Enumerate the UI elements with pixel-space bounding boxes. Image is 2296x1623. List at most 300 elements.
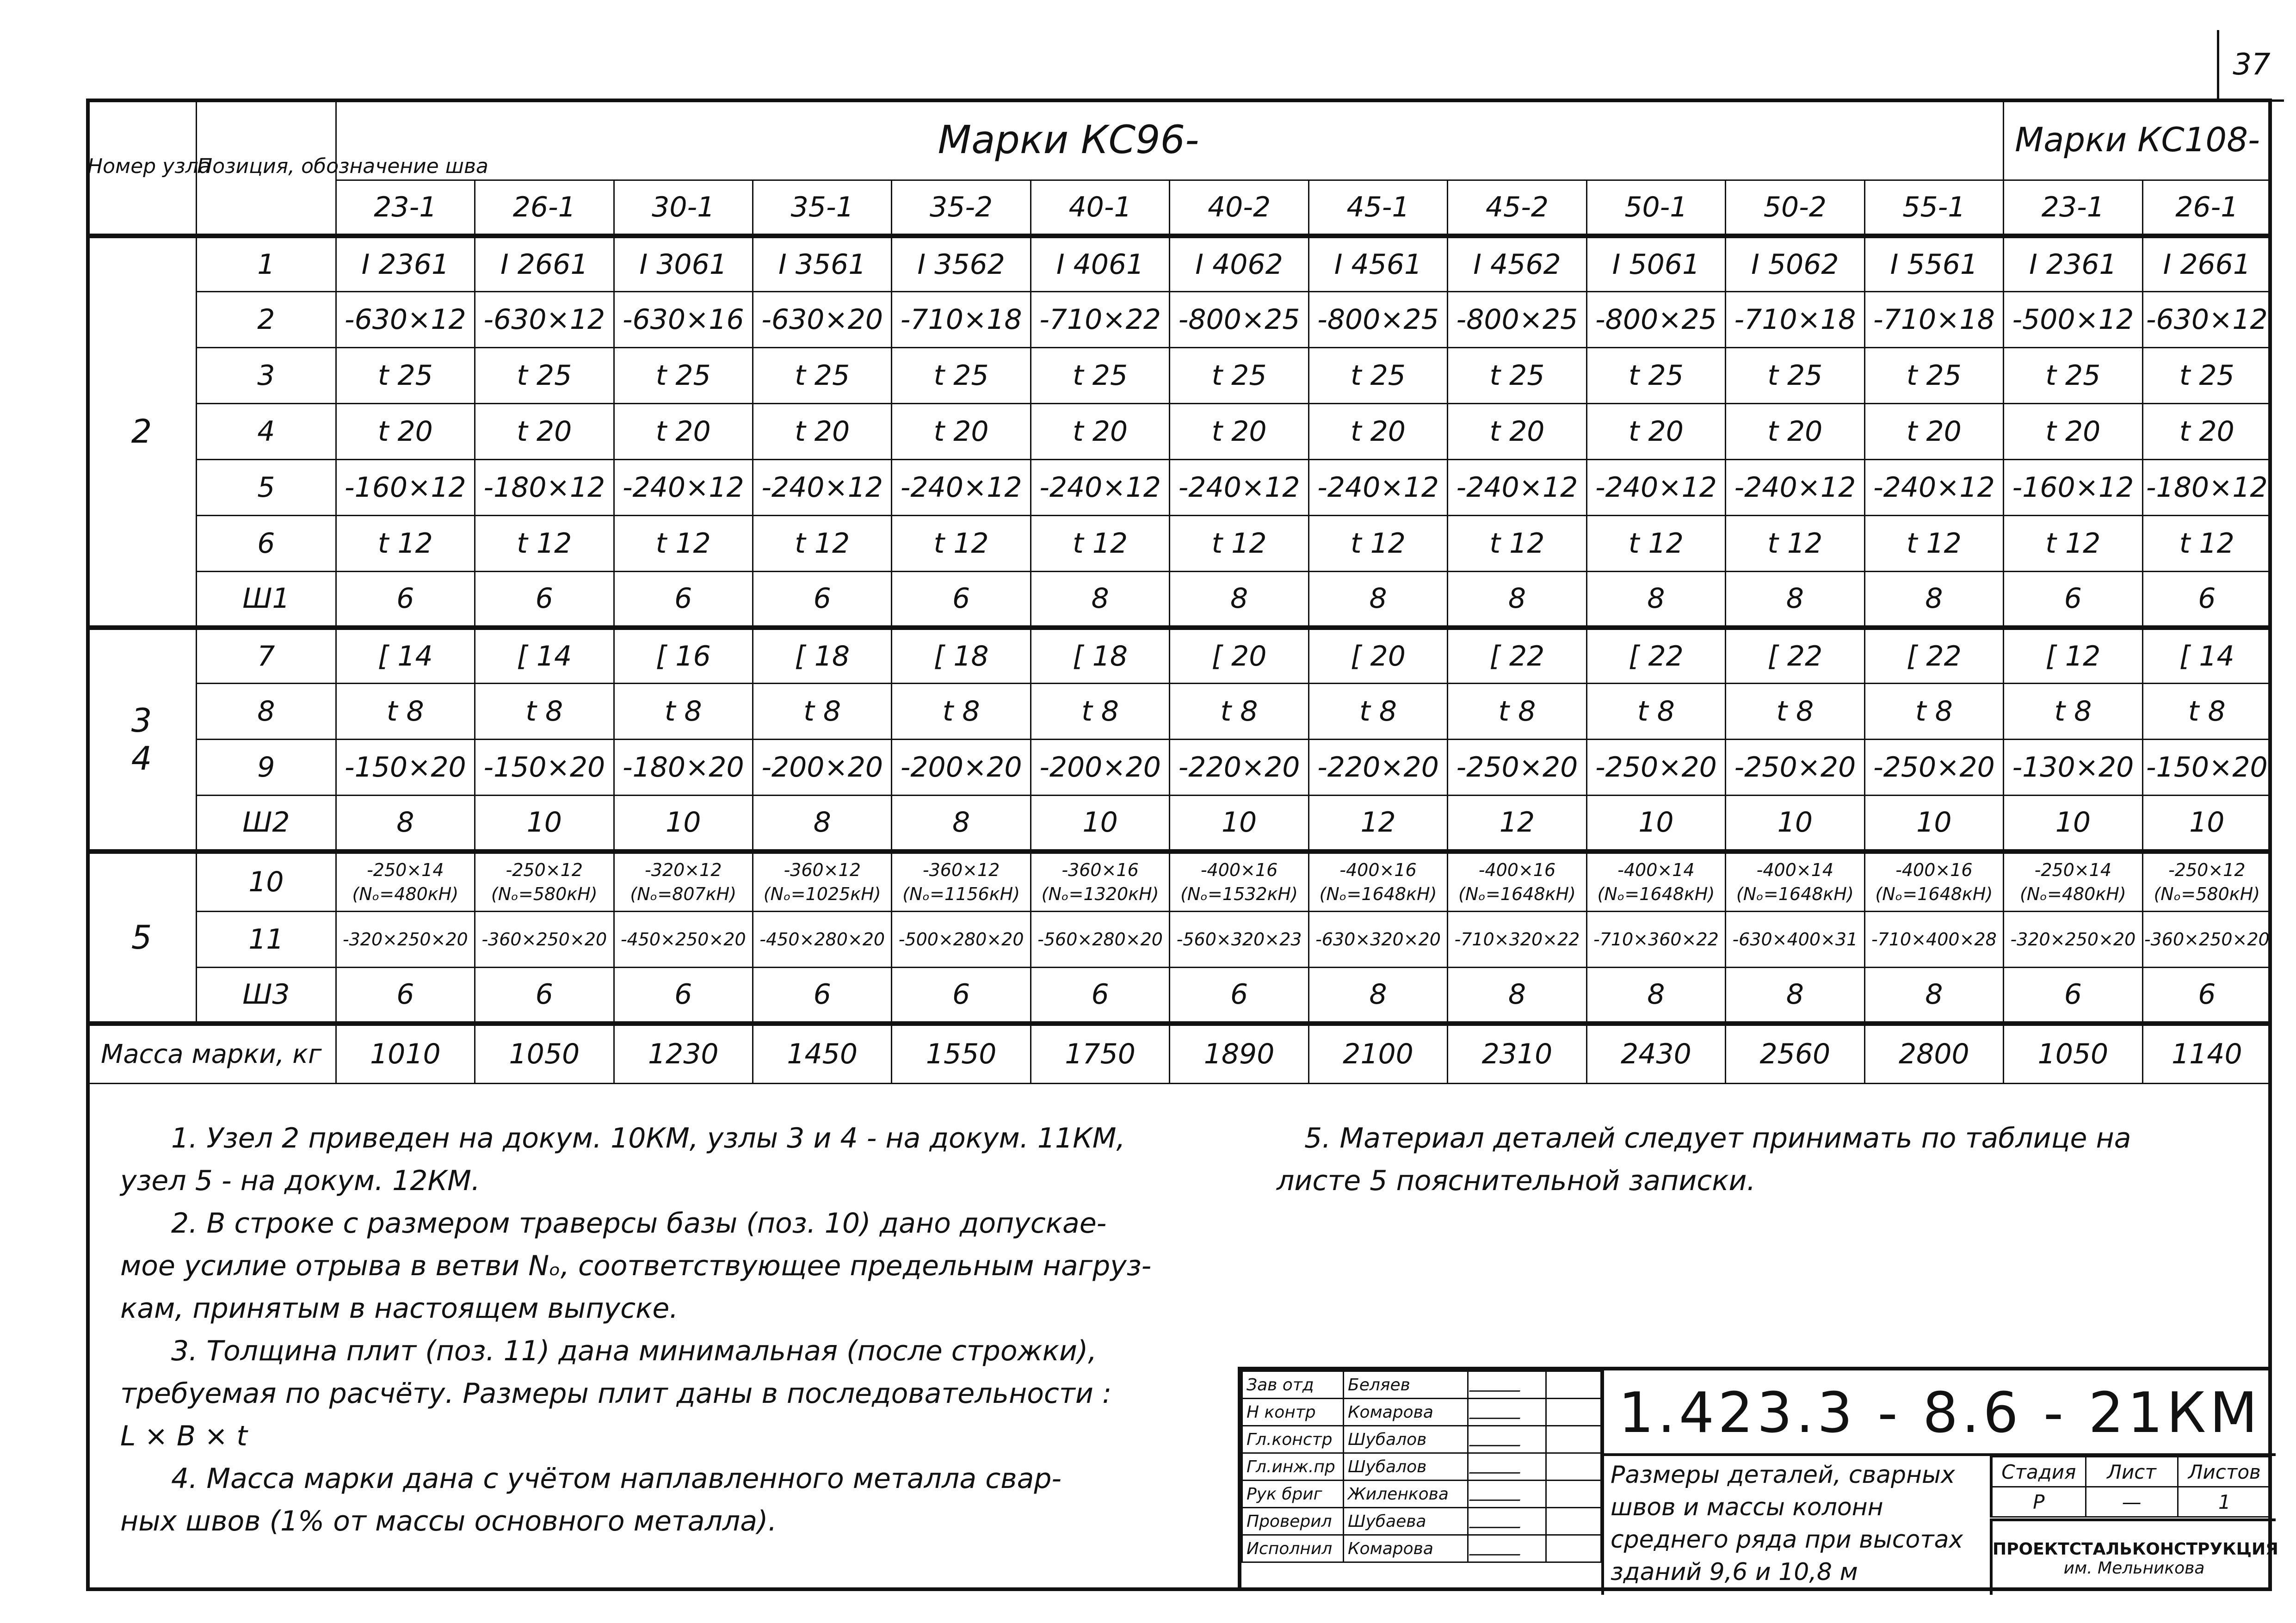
cell-value: I 3561 bbox=[753, 236, 891, 292]
cell-value: [ 22 bbox=[1864, 628, 2004, 684]
cell-value: [ 22 bbox=[1586, 628, 1725, 684]
uplift-force: (Nₒ=1648кН) bbox=[1319, 884, 1437, 905]
uplift-force: (Nₒ=1320кН) bbox=[1041, 884, 1159, 905]
cell-value bbox=[892, 852, 1031, 912]
cell-value: t 12 bbox=[1726, 516, 1864, 572]
cell-value: I 5561 bbox=[1864, 236, 2004, 292]
cell-value: t 20 bbox=[1170, 404, 1308, 460]
cell-value: [ 18 bbox=[892, 628, 1031, 684]
uplift-force: (Nₒ=480кН) bbox=[2020, 884, 2126, 905]
uplift-force: (Nₒ=1648кН) bbox=[1597, 884, 1715, 905]
cell-value: 10 bbox=[1726, 796, 1864, 852]
cell-value: -500×280×20 bbox=[892, 912, 1031, 968]
person-name: Шубаева bbox=[1344, 1508, 1468, 1535]
position-number: 5 bbox=[197, 460, 336, 516]
sheet-label: Лист bbox=[2086, 1457, 2178, 1487]
cell-value: t 25 bbox=[1031, 348, 1169, 404]
cell-value: 10 bbox=[2142, 796, 2271, 852]
cell-value: [ 14 bbox=[336, 628, 475, 684]
cell-value: -710×18 bbox=[1864, 292, 2004, 348]
cell-value: -360×250×20 bbox=[475, 912, 614, 968]
sheets-label: Листов bbox=[2178, 1457, 2271, 1487]
cell-value bbox=[1170, 852, 1308, 912]
signature-cell bbox=[1468, 1535, 1546, 1562]
uplift-force: (Nₒ=1156кН) bbox=[902, 884, 1020, 905]
cell-value: -150×20 bbox=[475, 740, 614, 796]
cell-value: t 20 bbox=[1031, 404, 1169, 460]
cell-value: 8 bbox=[1864, 968, 2004, 1024]
cell-value: t 25 bbox=[336, 348, 475, 404]
cell-value: t 8 bbox=[1031, 684, 1169, 740]
plate-size: -400×16 bbox=[1200, 860, 1278, 881]
cell-value: t 12 bbox=[892, 516, 1031, 572]
plate-size: -250×14 bbox=[2034, 860, 2112, 881]
cell-value: -630×400×31 bbox=[1726, 912, 1864, 968]
cell-value: -710×320×22 bbox=[1448, 912, 1586, 968]
cell-value: t 20 bbox=[336, 404, 475, 460]
cell-value: -180×20 bbox=[614, 740, 753, 796]
position-number: Ш2 bbox=[197, 796, 336, 852]
note-line: узел 5 - на докум. 12КМ. bbox=[120, 1165, 480, 1197]
note-line: 3. Толщина плит (поз. 11) дана минимальная (после строжки), bbox=[171, 1335, 1097, 1367]
cell-value: [ 20 bbox=[1170, 628, 1308, 684]
cell-value: 12 bbox=[1448, 796, 1586, 852]
position-number: Ш3 bbox=[197, 968, 336, 1024]
cell-value: 6 bbox=[2004, 968, 2142, 1024]
cell-value: [ 14 bbox=[2142, 628, 2271, 684]
cell-value: -150×20 bbox=[336, 740, 475, 796]
plate-size: -400×14 bbox=[1756, 860, 1834, 881]
note-line: 1. Узел 2 приведен на докум. 10КМ, узлы 3 и 4 - на докум. 11КМ, bbox=[171, 1122, 1125, 1154]
cell-value: -320×250×20 bbox=[2004, 912, 2142, 968]
cell-value: -220×20 bbox=[1308, 740, 1447, 796]
date-cell bbox=[1546, 1371, 1601, 1399]
cell-value: 6 bbox=[614, 572, 753, 628]
position-number: 11 bbox=[197, 912, 336, 968]
note-line: ных швов (1% от массы основного металла). bbox=[120, 1505, 777, 1537]
cell-value: I 3562 bbox=[892, 236, 1031, 292]
cell-value: I 4562 bbox=[1448, 236, 1586, 292]
mass-value: 2100 bbox=[1308, 1024, 1447, 1084]
mark-header: 40-1 bbox=[1031, 180, 1169, 236]
signature-cell bbox=[1468, 1426, 1546, 1453]
cell-value: -180×12 bbox=[475, 460, 614, 516]
cell-value: I 5062 bbox=[1726, 236, 1864, 292]
cell-value: I 4561 bbox=[1308, 236, 1447, 292]
cell-value: t 25 bbox=[2004, 348, 2142, 404]
cell-value: 10 bbox=[475, 796, 614, 852]
person-role: Зав отд bbox=[1242, 1371, 1344, 1399]
mark-header: 23-1 bbox=[2004, 180, 2142, 236]
cell-value bbox=[1448, 852, 1586, 912]
plate-size: -400×16 bbox=[1478, 860, 1556, 881]
uplift-force: (Nₒ=807кН) bbox=[630, 884, 737, 905]
cell-value: I 4062 bbox=[1170, 236, 1308, 292]
stage-sheet-table bbox=[1990, 1456, 2272, 1518]
date-cell bbox=[1546, 1399, 1601, 1426]
mark-header: 40-2 bbox=[1170, 180, 1308, 236]
node-header: Номер узла bbox=[87, 99, 197, 236]
cell-value: t 8 bbox=[753, 684, 891, 740]
cell-value: 10 bbox=[1031, 796, 1169, 852]
cell-value: -630×16 bbox=[614, 292, 753, 348]
note-line: требуемая по расчёту. Размеры плит даны в последовательности : bbox=[120, 1377, 1112, 1410]
signature-mark bbox=[1469, 1401, 1526, 1419]
position-number: 1 bbox=[197, 236, 336, 292]
position-header: Позиция, обозначение шва bbox=[197, 99, 336, 236]
cell-value: t 8 bbox=[614, 684, 753, 740]
note-line: L × B × t bbox=[120, 1420, 247, 1452]
cell-value: t 12 bbox=[1448, 516, 1586, 572]
note-line: 4. Масса марки дана с учётом наплавленного металла свар- bbox=[171, 1463, 1062, 1495]
person-name: Жиленкова bbox=[1344, 1481, 1468, 1508]
uplift-force: (Nₒ=1648кН) bbox=[1458, 884, 1576, 905]
cell-value: t 8 bbox=[1726, 684, 1864, 740]
cell-value: -710×22 bbox=[1031, 292, 1169, 348]
cell-value: 6 bbox=[614, 968, 753, 1024]
cell-value: -710×400×28 bbox=[1864, 912, 2004, 968]
cell-value: 6 bbox=[753, 572, 891, 628]
cell-value: -240×12 bbox=[892, 460, 1031, 516]
person-name: Шубалов bbox=[1344, 1426, 1468, 1453]
cell-value: t 20 bbox=[475, 404, 614, 460]
mass-value: 1050 bbox=[2004, 1024, 2142, 1084]
position-number: 7 bbox=[197, 628, 336, 684]
cell-value bbox=[1726, 852, 1864, 912]
cell-value bbox=[2142, 852, 2271, 912]
cell-value: -630×20 bbox=[753, 292, 891, 348]
cell-value: -450×280×20 bbox=[753, 912, 891, 968]
cell-value: -200×20 bbox=[1031, 740, 1169, 796]
cell-value: 6 bbox=[2142, 968, 2271, 1024]
signature-mark bbox=[1469, 1374, 1526, 1392]
stage-value: Р bbox=[1991, 1487, 2086, 1517]
mass-value: 2560 bbox=[1726, 1024, 1864, 1084]
person-role: Проверил bbox=[1242, 1508, 1344, 1535]
mark-header: 45-2 bbox=[1448, 180, 1586, 236]
mass-value: 2430 bbox=[1586, 1024, 1725, 1084]
cell-value: t 12 bbox=[614, 516, 753, 572]
cell-value: -240×12 bbox=[1031, 460, 1169, 516]
signature-cell bbox=[1468, 1371, 1546, 1399]
cell-value: t 12 bbox=[1864, 516, 2004, 572]
cell-value: I 3061 bbox=[614, 236, 753, 292]
cell-value: -240×12 bbox=[614, 460, 753, 516]
plate-size: -400×14 bbox=[1617, 860, 1695, 881]
cell-value: t 25 bbox=[614, 348, 753, 404]
cell-value: I 2361 bbox=[336, 236, 475, 292]
sheet-value: — bbox=[2086, 1487, 2178, 1517]
mark-header: 35-1 bbox=[753, 180, 891, 236]
note-line: кам, принятым в настоящем выпуске. bbox=[120, 1292, 679, 1325]
cell-value: -250×20 bbox=[1586, 740, 1725, 796]
note-line: 5. Материал деталей следует принимать по таблице на bbox=[1304, 1122, 2131, 1154]
cell-value: -800×25 bbox=[1586, 292, 1725, 348]
mark-header: 30-1 bbox=[614, 180, 753, 236]
cell-value: t 8 bbox=[1864, 684, 2004, 740]
cell-value: t 12 bbox=[753, 516, 891, 572]
cell-value: I 4061 bbox=[1031, 236, 1169, 292]
cell-value: t 8 bbox=[892, 684, 1031, 740]
mark-header: 55-1 bbox=[1864, 180, 2004, 236]
cell-value: t 25 bbox=[892, 348, 1031, 404]
cell-value: -630×320×20 bbox=[1308, 912, 1447, 968]
organization bbox=[1990, 1518, 2276, 1595]
cell-value: 10 bbox=[1586, 796, 1725, 852]
position-number: 6 bbox=[197, 516, 336, 572]
date-cell bbox=[1546, 1508, 1601, 1535]
cell-value: 8 bbox=[1586, 968, 1725, 1024]
cell-value: t 12 bbox=[1170, 516, 1308, 572]
mark-header: 26-1 bbox=[475, 180, 614, 236]
cell-value: [ 22 bbox=[1448, 628, 1586, 684]
cell-value: t 12 bbox=[1586, 516, 1725, 572]
cell-value: -160×12 bbox=[336, 460, 475, 516]
plate-size: -250×12 bbox=[506, 860, 583, 881]
cell-value: t 20 bbox=[753, 404, 891, 460]
uplift-force: (Nₒ=1025кН) bbox=[763, 884, 881, 905]
cell-value: 6 bbox=[892, 572, 1031, 628]
organization-name: ПРОЕКТСТАЛЬКОНСТРУКЦИЯ bbox=[1993, 1540, 2278, 1559]
cell-value: I 2361 bbox=[2004, 236, 2142, 292]
cell-value: 8 bbox=[1308, 572, 1447, 628]
mass-value: 1230 bbox=[614, 1024, 753, 1084]
cell-value: 8 bbox=[1726, 572, 1864, 628]
cell-value bbox=[1586, 852, 1725, 912]
signature-mark bbox=[1469, 1428, 1526, 1446]
mass-value: 1010 bbox=[336, 1024, 475, 1084]
cell-value: 6 bbox=[475, 968, 614, 1024]
cell-value: -240×12 bbox=[1308, 460, 1447, 516]
stage-label: Стадия bbox=[1991, 1457, 2086, 1487]
signature-cell bbox=[1468, 1508, 1546, 1535]
cell-value: -240×12 bbox=[1170, 460, 1308, 516]
cell-value bbox=[614, 852, 753, 912]
cell-value: -130×20 bbox=[2004, 740, 2142, 796]
cell-value: 6 bbox=[475, 572, 614, 628]
mark-header: 26-1 bbox=[2142, 180, 2271, 236]
position-number: 2 bbox=[197, 292, 336, 348]
cell-value: 8 bbox=[1308, 968, 1447, 1024]
person-name: Беляев bbox=[1344, 1371, 1468, 1399]
cell-value: -450×250×20 bbox=[614, 912, 753, 968]
cell-value: 6 bbox=[1031, 968, 1169, 1024]
cell-value: t 12 bbox=[1308, 516, 1447, 572]
cell-value: -560×280×20 bbox=[1031, 912, 1169, 968]
cell-value: -360×250×20 bbox=[2142, 912, 2271, 968]
cell-value: t 8 bbox=[1170, 684, 1308, 740]
cell-value: 10 bbox=[2004, 796, 2142, 852]
signatures-table bbox=[1241, 1370, 1602, 1563]
plate-size: -250×14 bbox=[367, 860, 444, 881]
cell-value: 10 bbox=[1170, 796, 1308, 852]
uplift-force: (Nₒ=580кН) bbox=[2154, 884, 2260, 905]
cell-value: 6 bbox=[1170, 968, 1308, 1024]
cell-value: t 20 bbox=[2004, 404, 2142, 460]
date-cell bbox=[1546, 1535, 1601, 1562]
cell-value: 6 bbox=[892, 968, 1031, 1024]
mass-value: 2310 bbox=[1448, 1024, 1586, 1084]
plate-size: -360×16 bbox=[1062, 860, 1139, 881]
mark-header: 45-1 bbox=[1308, 180, 1447, 236]
position-number: 9 bbox=[197, 740, 336, 796]
cell-value: -200×20 bbox=[892, 740, 1031, 796]
cell-value bbox=[1864, 852, 2004, 912]
cell-value: [ 12 bbox=[2004, 628, 2142, 684]
title-block bbox=[1238, 1367, 2278, 1591]
person-role: Гл.констр bbox=[1242, 1426, 1344, 1453]
cell-value: I 2661 bbox=[2142, 236, 2271, 292]
date-cell bbox=[1546, 1426, 1601, 1453]
cell-value: 8 bbox=[753, 796, 891, 852]
cell-value: t 25 bbox=[1308, 348, 1447, 404]
date-cell bbox=[1546, 1453, 1601, 1481]
cell-value: 6 bbox=[2004, 572, 2142, 628]
mass-value: 1050 bbox=[475, 1024, 614, 1084]
signature-mark bbox=[1469, 1456, 1526, 1474]
cell-value: 6 bbox=[336, 968, 475, 1024]
person-role: Гл.инж.пр bbox=[1242, 1453, 1344, 1481]
cell-value bbox=[1308, 852, 1447, 912]
cell-value: t 25 bbox=[1448, 348, 1586, 404]
cell-value: 8 bbox=[1864, 572, 2004, 628]
signature-cell bbox=[1468, 1481, 1546, 1508]
cell-value: -150×20 bbox=[2142, 740, 2271, 796]
notes-left bbox=[120, 1117, 1240, 1543]
cell-value: -710×360×22 bbox=[1586, 912, 1725, 968]
mark-header: 35-2 bbox=[892, 180, 1031, 236]
cell-value: 8 bbox=[1586, 572, 1725, 628]
cell-value: [ 16 bbox=[614, 628, 753, 684]
cell-value: [ 20 bbox=[1308, 628, 1447, 684]
plate-size: -360×12 bbox=[784, 860, 861, 881]
cell-value: -240×12 bbox=[1864, 460, 2004, 516]
cell-value: -240×12 bbox=[1586, 460, 1725, 516]
cell-value: 6 bbox=[2142, 572, 2271, 628]
cell-value: 8 bbox=[336, 796, 475, 852]
cell-value: 6 bbox=[336, 572, 475, 628]
person-name: Комарова bbox=[1344, 1399, 1468, 1426]
person-role: Рук бриг bbox=[1242, 1481, 1344, 1508]
signature-cell bbox=[1468, 1399, 1546, 1426]
node-number: 2 bbox=[87, 236, 197, 628]
cell-value: t 25 bbox=[1170, 348, 1308, 404]
signature-mark bbox=[1469, 1483, 1526, 1501]
cell-value: -240×12 bbox=[1726, 460, 1864, 516]
cell-value: -630×12 bbox=[336, 292, 475, 348]
cell-value: -320×250×20 bbox=[336, 912, 475, 968]
cell-value: t 20 bbox=[1448, 404, 1586, 460]
cell-value: t 25 bbox=[1864, 348, 2004, 404]
cell-value: -250×20 bbox=[1726, 740, 1864, 796]
plate-size: -320×12 bbox=[645, 860, 722, 881]
cell-value: 6 bbox=[753, 968, 891, 1024]
note-line: мое усилие отрыва в ветви Nₒ, соответствующее предельным нагруз- bbox=[120, 1250, 1152, 1282]
cell-value: t 8 bbox=[336, 684, 475, 740]
cell-value: [ 18 bbox=[753, 628, 891, 684]
cell-value: t 25 bbox=[753, 348, 891, 404]
uplift-force: (Nₒ=480кН) bbox=[352, 884, 459, 905]
cell-value: 8 bbox=[1726, 968, 1864, 1024]
cell-value: t 12 bbox=[475, 516, 614, 572]
cell-value: 8 bbox=[1448, 572, 1586, 628]
cell-value: -800×25 bbox=[1448, 292, 1586, 348]
person-name: Комарова bbox=[1344, 1535, 1468, 1562]
cell-value: -710×18 bbox=[892, 292, 1031, 348]
cell-value: -560×320×23 bbox=[1170, 912, 1308, 968]
mark-header: 23-1 bbox=[336, 180, 475, 236]
cell-value: t 8 bbox=[1586, 684, 1725, 740]
person-role: Исполнил bbox=[1242, 1535, 1344, 1562]
mass-value: 1750 bbox=[1031, 1024, 1169, 1084]
note-line: листе 5 пояснительной записки. bbox=[1277, 1165, 1756, 1197]
cell-value bbox=[475, 852, 614, 912]
cell-value bbox=[2004, 852, 2142, 912]
mark-header: 50-2 bbox=[1726, 180, 1864, 236]
cell-value: t 8 bbox=[1308, 684, 1447, 740]
position-number: 10 bbox=[197, 852, 336, 912]
cell-value: 8 bbox=[1170, 572, 1308, 628]
position-number: Ш1 bbox=[197, 572, 336, 628]
cell-value: t 12 bbox=[1031, 516, 1169, 572]
cell-value: 8 bbox=[892, 796, 1031, 852]
mass-value: 1450 bbox=[753, 1024, 891, 1084]
notes-right bbox=[1277, 1117, 2271, 1202]
cell-value: -160×12 bbox=[2004, 460, 2142, 516]
cell-value: 8 bbox=[1448, 968, 1586, 1024]
cell-value: -800×25 bbox=[1308, 292, 1447, 348]
cell-value: -180×12 bbox=[2142, 460, 2271, 516]
mass-label: Масса марки, кг bbox=[87, 1024, 336, 1084]
person-name: Шубалов bbox=[1344, 1453, 1468, 1481]
cell-value: t 8 bbox=[2004, 684, 2142, 740]
cell-value: -630×12 bbox=[2142, 292, 2271, 348]
cell-value: -800×25 bbox=[1170, 292, 1308, 348]
cell-value: [ 22 bbox=[1726, 628, 1864, 684]
sheets-value: 1 bbox=[2178, 1487, 2271, 1517]
document-code: 1.423.3 - 8.6 - 21КМ bbox=[1601, 1370, 2276, 1456]
cell-value: t 25 bbox=[475, 348, 614, 404]
mass-value: 1550 bbox=[892, 1024, 1031, 1084]
plate-size: -400×16 bbox=[1895, 860, 1973, 881]
cell-value: t 20 bbox=[892, 404, 1031, 460]
document-title: Размеры деталей, сварных швов и массы колонн среднего ряда при высотах зданий 9,6 и 10,8 м bbox=[1601, 1456, 1990, 1595]
cell-value: t 25 bbox=[1726, 348, 1864, 404]
node-number: 3 4 bbox=[87, 628, 197, 852]
mass-value: 1140 bbox=[2142, 1024, 2271, 1084]
mark-header: 50-1 bbox=[1586, 180, 1725, 236]
cell-value: t 25 bbox=[2142, 348, 2271, 404]
cell-value: t 20 bbox=[2142, 404, 2271, 460]
cell-value: I 2661 bbox=[475, 236, 614, 292]
cell-value: t 20 bbox=[614, 404, 753, 460]
uplift-force: (Nₒ=1648кН) bbox=[1736, 884, 1854, 905]
cell-value: t 12 bbox=[2004, 516, 2142, 572]
group-ks96-header: Марки КС96- bbox=[336, 99, 2004, 180]
cell-value: -630×12 bbox=[475, 292, 614, 348]
node-number: 5 bbox=[87, 852, 197, 1024]
cell-value: 12 bbox=[1308, 796, 1447, 852]
cell-value: -240×12 bbox=[753, 460, 891, 516]
cell-value: -220×20 bbox=[1170, 740, 1308, 796]
signature-cell bbox=[1468, 1453, 1546, 1481]
date-cell bbox=[1546, 1481, 1601, 1508]
uplift-force: (Nₒ=580кН) bbox=[491, 884, 598, 905]
cell-value: t 20 bbox=[1586, 404, 1725, 460]
cell-value bbox=[1031, 852, 1169, 912]
cell-value: t 20 bbox=[1308, 404, 1447, 460]
plate-size: -250×12 bbox=[2168, 860, 2246, 881]
